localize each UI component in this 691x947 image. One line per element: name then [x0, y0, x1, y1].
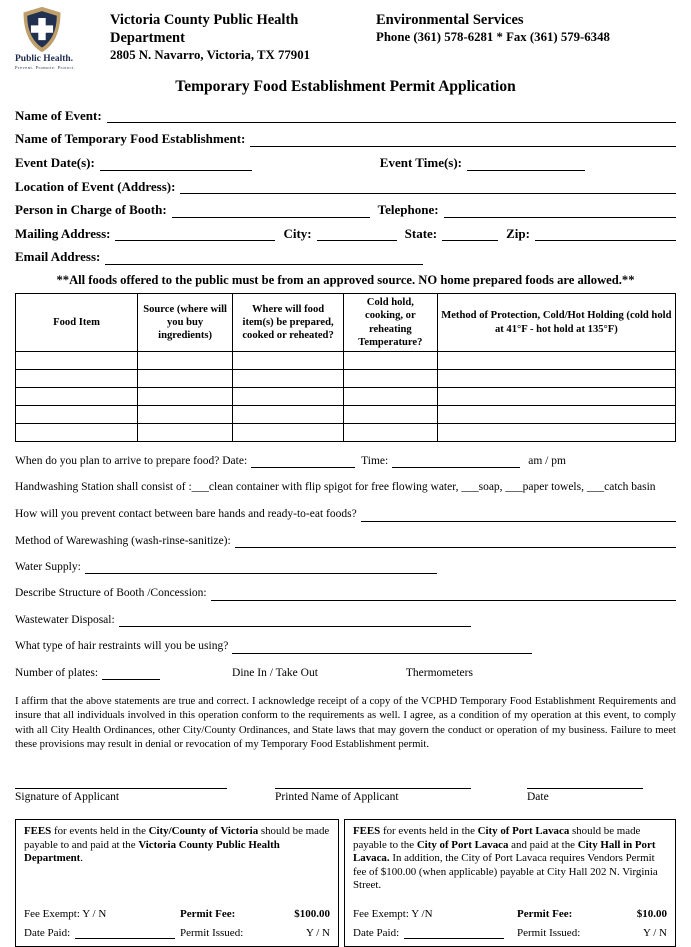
location-blank: [180, 179, 676, 194]
date-paid-label: Date Paid:: [353, 927, 400, 940]
establishment-blank: [250, 132, 676, 147]
department-name: Victoria County Public Health Department: [110, 12, 299, 47]
person-in-charge-label: Person in Charge of Booth:: [15, 202, 167, 218]
event-dates-blank: [100, 156, 252, 171]
logo-tagline: Prevent. Promote. Protect.: [15, 64, 76, 70]
food-table-header-row: [16, 294, 676, 352]
question-plates-row: [15, 666, 676, 680]
public-health-logo: [15, 6, 110, 70]
mailing-address-blank: [115, 226, 275, 241]
table-row: [16, 387, 676, 405]
table-cell: [16, 423, 138, 441]
warewashing-label: Method of Warewashing (wash-rinse-sanitize):: [15, 534, 231, 547]
fee-exempt-label: Fee Exempt: Y / N: [24, 908, 107, 921]
col-header-method-of-protection: Method of Protection, Cold/Hot Holding (cold hold at 41°F - hot hold at 135°F): [437, 294, 675, 352]
handwashing-requirements: Handwashing Station shall consist of :___clean container with flip spigot for free flowing water, ___soap, ___paper towels, ___catch basin: [15, 481, 656, 494]
zip-blank: [535, 226, 676, 241]
printed-name-line: [275, 775, 471, 789]
question-bare-hands-row: [15, 507, 676, 521]
table-cell: [138, 405, 233, 423]
port-lavaca-fees-text: FEES for events held in the City of Port Lavaca should be made payable to the City of Port Lavaca and paid at the City Hall in Port Lavaca. In addition, the City of Port Lavaca requires Vendors Permit fee of $100.00 (when applicable) payable at City Hall 202 N. Virginia Street.: [353, 825, 658, 892]
hair-restraints-label: What type of hair restraints will you be using?: [15, 640, 229, 653]
field-row-mailing: [15, 226, 676, 242]
field-row-name-of-event: [15, 108, 676, 124]
dine-in-take-out-label: Dine In / Take Out: [232, 666, 318, 679]
victoria-fee-row-1: [24, 908, 330, 920]
signature-column: [15, 775, 227, 803]
zip-label: Zip:: [506, 225, 530, 241]
warewashing-blank: [235, 535, 676, 548]
location-label: Location of Event (Address):: [15, 178, 176, 194]
state-label: State:: [404, 225, 438, 241]
col-header-where-prepared: Where will food item(s) be prepared, cooked or reheated?: [233, 294, 344, 352]
table-cell: [437, 369, 675, 387]
arrive-time-blank: [392, 455, 520, 468]
permit-issued-label: Permit Issued:: [180, 927, 244, 940]
field-row-person-telephone: [15, 202, 676, 218]
header-department-block: [110, 6, 376, 65]
question-wastewater-row: [15, 613, 676, 627]
table-cell: [344, 387, 438, 405]
table-cell: [233, 405, 344, 423]
person-in-charge-blank: [172, 203, 370, 218]
question-water-supply-row: [15, 560, 676, 574]
header: [15, 6, 676, 70]
port-lavaca-fee-row-2: [353, 927, 667, 939]
number-of-plates-label: Number of plates:: [15, 666, 99, 679]
fees-section: [15, 819, 676, 947]
food-items-table: [15, 293, 676, 442]
table-cell: [344, 351, 438, 369]
thermometers-label: Thermometers: [405, 666, 473, 679]
table-row: [16, 405, 676, 423]
arrive-label: When do you plan to arrive to prepare food? Date:: [15, 454, 248, 467]
table-cell: [16, 387, 138, 405]
permit-issued-value: Y / N: [642, 927, 667, 940]
page-title: Temporary Food Establishment Permit Application: [175, 77, 516, 95]
date-paid-blank: [404, 927, 504, 939]
table-cell: [16, 369, 138, 387]
table-cell: [16, 351, 138, 369]
table-cell: [138, 387, 233, 405]
table-cell: [437, 423, 675, 441]
permit-fee-value: $10.00: [636, 908, 667, 921]
col-header-temperature: Cold hold, cooking, or reheating Temperature?: [344, 294, 438, 352]
establishment-label: Name of Temporary Food Establishment:: [15, 131, 246, 147]
arrive-date-blank: [251, 455, 355, 468]
printed-name-label: Printed Name of Applicant: [275, 791, 399, 804]
table-cell: [344, 405, 438, 423]
printed-name-column: [275, 775, 471, 803]
header-contact-block: [376, 6, 676, 46]
permit-issued-value: Y / N: [305, 927, 330, 940]
table-cell: [16, 405, 138, 423]
table-cell: [344, 423, 438, 441]
email-label: Email Address:: [15, 249, 101, 265]
shield-cross-icon: [15, 6, 110, 54]
victoria-fee-row-2: [24, 927, 330, 939]
field-row-location: [15, 179, 676, 195]
field-row-establishment: [15, 131, 676, 147]
date-paid-blank: [75, 927, 175, 939]
table-row: [16, 351, 676, 369]
telephone-label: Telephone:: [377, 202, 439, 218]
bare-hands-blank: [361, 509, 676, 522]
col-header-food-item: Food Item: [16, 294, 138, 352]
wastewater-label: Wastewater Disposal:: [15, 613, 115, 626]
event-dates-label: Event Date(s):: [15, 155, 95, 171]
state-blank: [442, 226, 498, 241]
signature-line: [15, 775, 227, 789]
name-of-event-blank: [107, 108, 676, 123]
table-cell: [233, 387, 344, 405]
table-cell: [437, 405, 675, 423]
number-of-plates-blank: [102, 667, 160, 680]
city-blank: [317, 226, 397, 241]
table-cell: [138, 351, 233, 369]
port-lavaca-fee-row-1: [353, 908, 667, 920]
port-lavaca-fees-box: [344, 819, 676, 947]
permit-issued-label: Permit Issued:: [517, 927, 581, 940]
date-column: [527, 775, 643, 803]
division-name: Environmental Services: [376, 12, 524, 28]
port-lavaca-fee-fields: [353, 901, 667, 939]
booth-structure-label: Describe Structure of Booth /Concession:: [15, 587, 207, 600]
permit-fee-label: Permit Fee:: [180, 908, 236, 921]
table-row: [16, 423, 676, 441]
hair-restraints-blank: [232, 641, 532, 654]
email-blank: [105, 250, 423, 265]
victoria-fee-fields: [24, 901, 330, 939]
question-warewashing-row: [15, 534, 676, 548]
signature-section: [15, 775, 676, 803]
city-label: City:: [283, 225, 312, 241]
table-cell: [437, 387, 675, 405]
question-arrive-row: [15, 454, 676, 468]
question-hair-restraints-row: [15, 639, 676, 653]
affirmation-paragraph: I affirm that the above statements are true and correct. I acknowledge receipt of a copy of the VCPHD Temporary Food Establishment Requirements and insure that all individuals involved in this operation conform to the requirements as well. I agree, as a condition of my operation at this event, to comply with all City Health Ordinances, other City/County Ordinances, and State laws that may govern the conduct or operation of my business. Failure to meet these provisions may result in denial or revocation of my Temporary Food Establishment permit.: [15, 694, 676, 750]
question-booth-structure-row: [15, 586, 676, 600]
wastewater-blank: [119, 614, 471, 627]
col-header-source: Source (where will you buy ingredients): [138, 294, 233, 352]
name-of-event-label: Name of Event:: [15, 107, 102, 123]
water-supply-label: Water Supply:: [15, 561, 81, 574]
table-cell: [233, 351, 344, 369]
date-paid-label: Date Paid:: [24, 927, 71, 940]
table-cell: [138, 423, 233, 441]
table-cell: [138, 369, 233, 387]
table-cell: [233, 369, 344, 387]
logo-org-name: Public Health.: [15, 54, 74, 64]
permit-fee-value: $100.00: [294, 908, 330, 921]
fee-exempt-label: Fee Exempt: Y /N: [353, 908, 433, 921]
approved-source-notice: **All foods offered to the public must be from an approved source. NO home prepared foods are allowed.**: [56, 273, 635, 288]
date-label: Date: [527, 791, 549, 804]
date-line: [527, 775, 643, 789]
telephone-blank: [444, 203, 676, 218]
booth-structure-blank: [211, 588, 676, 601]
department-address: 2805 N. Navarro, Victoria, TX 77901: [110, 48, 310, 63]
permit-fee-label: Permit Fee:: [517, 908, 573, 921]
bare-hands-label: How will you prevent contact between bare hands and ready-to-eat foods?: [15, 508, 357, 521]
mailing-address-label: Mailing Address:: [15, 225, 111, 241]
table-cell: [233, 423, 344, 441]
table-cell: [437, 351, 675, 369]
field-row-email: [15, 249, 676, 265]
table-cell: [344, 369, 438, 387]
arrive-time-label: Time:: [361, 454, 389, 467]
victoria-fees-box: [15, 819, 339, 947]
am-pm-label: am / pm: [528, 454, 566, 467]
phone-fax: Phone (361) 578-6281 * Fax (361) 579-6348: [376, 30, 610, 45]
event-times-label: Event Time(s):: [379, 155, 463, 171]
field-row-event-date-time: [15, 155, 676, 171]
signature-label: Signature of Applicant: [15, 791, 120, 804]
water-supply-blank: [85, 561, 437, 574]
event-times-blank: [467, 156, 585, 171]
victoria-fees-text: FEES for events held in the City/County of Victoria should be made payable to and paid at the Victoria County Public Health Department.: [24, 825, 330, 865]
table-row: [16, 369, 676, 387]
